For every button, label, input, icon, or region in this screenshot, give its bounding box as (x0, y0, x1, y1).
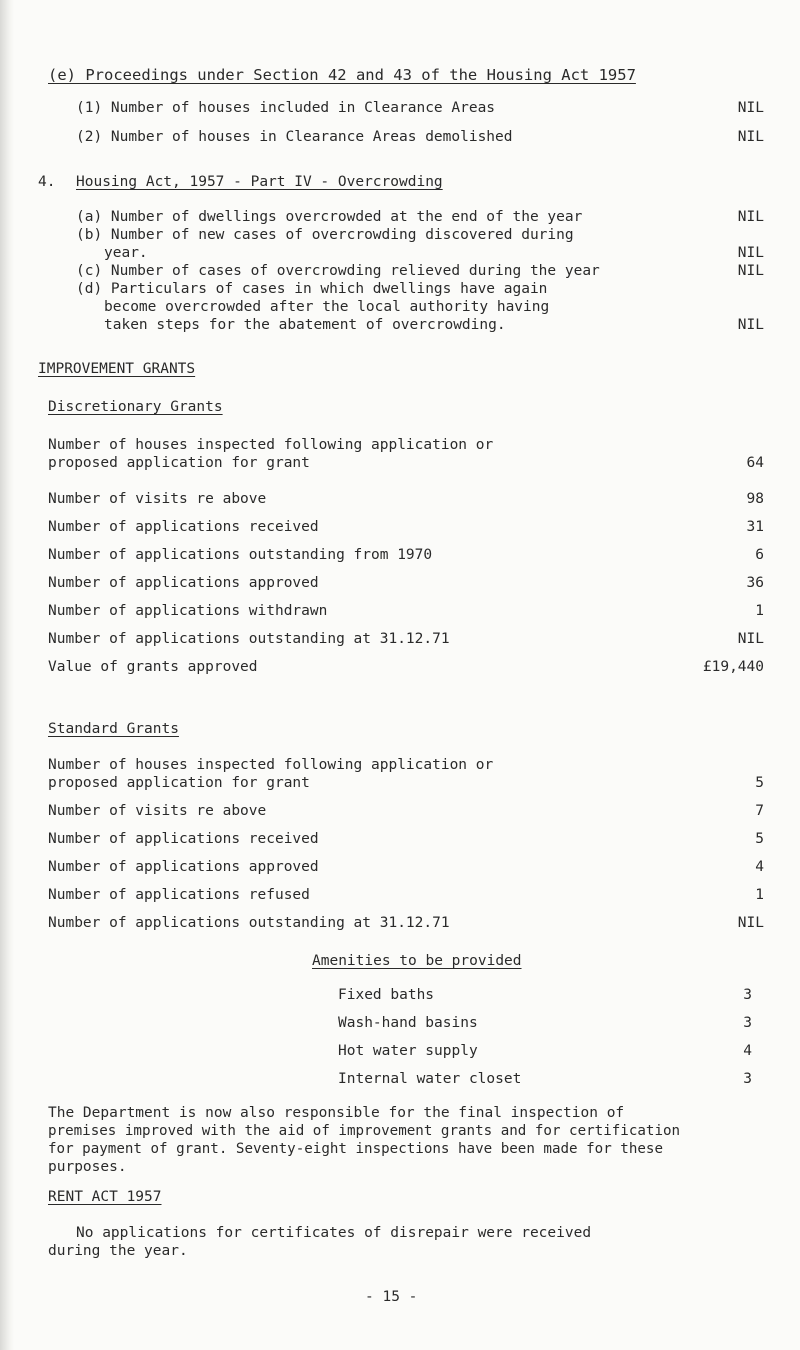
discretionary-row-value: 1 (755, 603, 764, 619)
discretionary-first-line1: Number of houses inspected following application or (48, 437, 494, 453)
inspection-paragraph-line: for payment of grant. Seventy-eight inspections have been made for these (48, 1141, 663, 1157)
rent-act-paragraph-line: No applications for certificates of disrepair were received (76, 1225, 592, 1241)
standard-first-value: 5 (755, 775, 764, 791)
standard-row-value: 4 (755, 859, 764, 875)
standard-row-label: Number of visits re above (48, 803, 267, 819)
discretionary-row-label: Number of applications received (48, 519, 319, 535)
section-4-item-b: (b) Number of new cases of overcrowding discovered during (76, 227, 574, 243)
standard-row-label: Number of applications received (48, 831, 319, 847)
standard-first-line1: Number of houses inspected following application or (48, 757, 494, 773)
section-e-item-1-label: (1) Number of houses included in Clearance Areas (76, 100, 496, 116)
standard-first-line2: proposed application for grant (48, 775, 310, 791)
amenities-heading: Amenities to be provided (312, 953, 522, 969)
standard-row-label: Number of applications approved (48, 859, 319, 875)
amenity-label: Hot water supply (338, 1043, 478, 1059)
section-e-item-2-value: NIL (737, 129, 764, 145)
amenity-label: Wash-hand basins (338, 1015, 478, 1031)
amenity-value: 3 (743, 1015, 752, 1031)
discretionary-row-label: Value of grants approved (48, 659, 258, 675)
section-4-item-a-value: NIL (737, 209, 764, 225)
inspection-paragraph-line: premises improved with the aid of improvement grants and for certification (48, 1123, 681, 1139)
discretionary-row-value: NIL (737, 631, 764, 647)
section-4-item-c: (c) Number of cases of overcrowding relieved during the year (76, 263, 600, 279)
scan-edge-shadow (0, 0, 14, 1350)
amenity-label: Internal water closet (338, 1071, 522, 1087)
standard-row-label: Number of applications refused (48, 887, 310, 903)
amenity-value: 4 (743, 1043, 752, 1059)
standard-row-value: 7 (755, 803, 764, 819)
section-4-heading: Housing Act, 1957 - Part IV - Overcrowding (76, 174, 443, 190)
section-4-item-d-value: NIL (737, 317, 764, 333)
section-e-item-2-label: (2) Number of houses in Clearance Areas demolished (76, 129, 513, 145)
rent-act-paragraph-line: during the year. (48, 1243, 188, 1259)
improvement-grants-heading: IMPROVEMENT GRANTS (38, 361, 196, 377)
discretionary-row-value: 98 (746, 491, 764, 507)
standard-grants-heading: Standard Grants (48, 721, 179, 737)
discretionary-row-label: Number of visits re above (48, 491, 267, 507)
standard-row-value: NIL (737, 915, 764, 931)
section-4-item-c-value: NIL (737, 263, 764, 279)
section-e-item-1-value: NIL (737, 100, 764, 116)
section-4-item-b-value: NIL (737, 245, 764, 261)
discretionary-row-value: 31 (746, 519, 764, 535)
discretionary-row-value: £19,440 (702, 659, 764, 675)
page-number: - 15 - (365, 1289, 418, 1305)
discretionary-first-value: 64 (746, 455, 764, 471)
section-4-item-b-line2: year. (104, 245, 148, 261)
standard-row-value: 1 (755, 887, 764, 903)
discretionary-row-value: 36 (746, 575, 764, 591)
standard-row-value: 5 (755, 831, 764, 847)
section-4-item-a: (a) Number of dwellings overcrowded at the end of the year (76, 209, 583, 225)
section-4-item-d-line3: taken steps for the abatement of overcrowding. (104, 317, 506, 333)
discretionary-grants-heading: Discretionary Grants (48, 399, 223, 415)
section-4-item-d-line2: become overcrowded after the local authority having (104, 299, 550, 315)
rent-act-heading: RENT ACT 1957 (48, 1189, 162, 1205)
discretionary-row-value: 6 (755, 547, 764, 563)
discretionary-first-line2: proposed application for grant (48, 455, 310, 471)
amenity-value: 3 (743, 987, 752, 1003)
discretionary-row-label: Number of applications outstanding from 1970 (48, 547, 433, 563)
section-4-number: 4. (38, 174, 56, 190)
discretionary-row-label: Number of applications outstanding at 31.12.71 (48, 631, 450, 647)
discretionary-row-label: Number of applications approved (48, 575, 319, 591)
standard-row-label: Number of applications outstanding at 31.12.71 (48, 915, 450, 931)
amenity-value: 3 (743, 1071, 752, 1087)
amenity-label: Fixed baths (338, 987, 435, 1003)
discretionary-row-label: Number of applications withdrawn (48, 603, 328, 619)
section-4-item-d: (d) Particulars of cases in which dwellings have again (76, 281, 548, 297)
section-e-heading: (e) Proceedings under Section 42 and 43 of the Housing Act 1957 (48, 66, 636, 84)
inspection-paragraph-line: purposes. (48, 1159, 127, 1175)
inspection-paragraph-line: The Department is now also responsible for the final inspection of (48, 1105, 625, 1121)
